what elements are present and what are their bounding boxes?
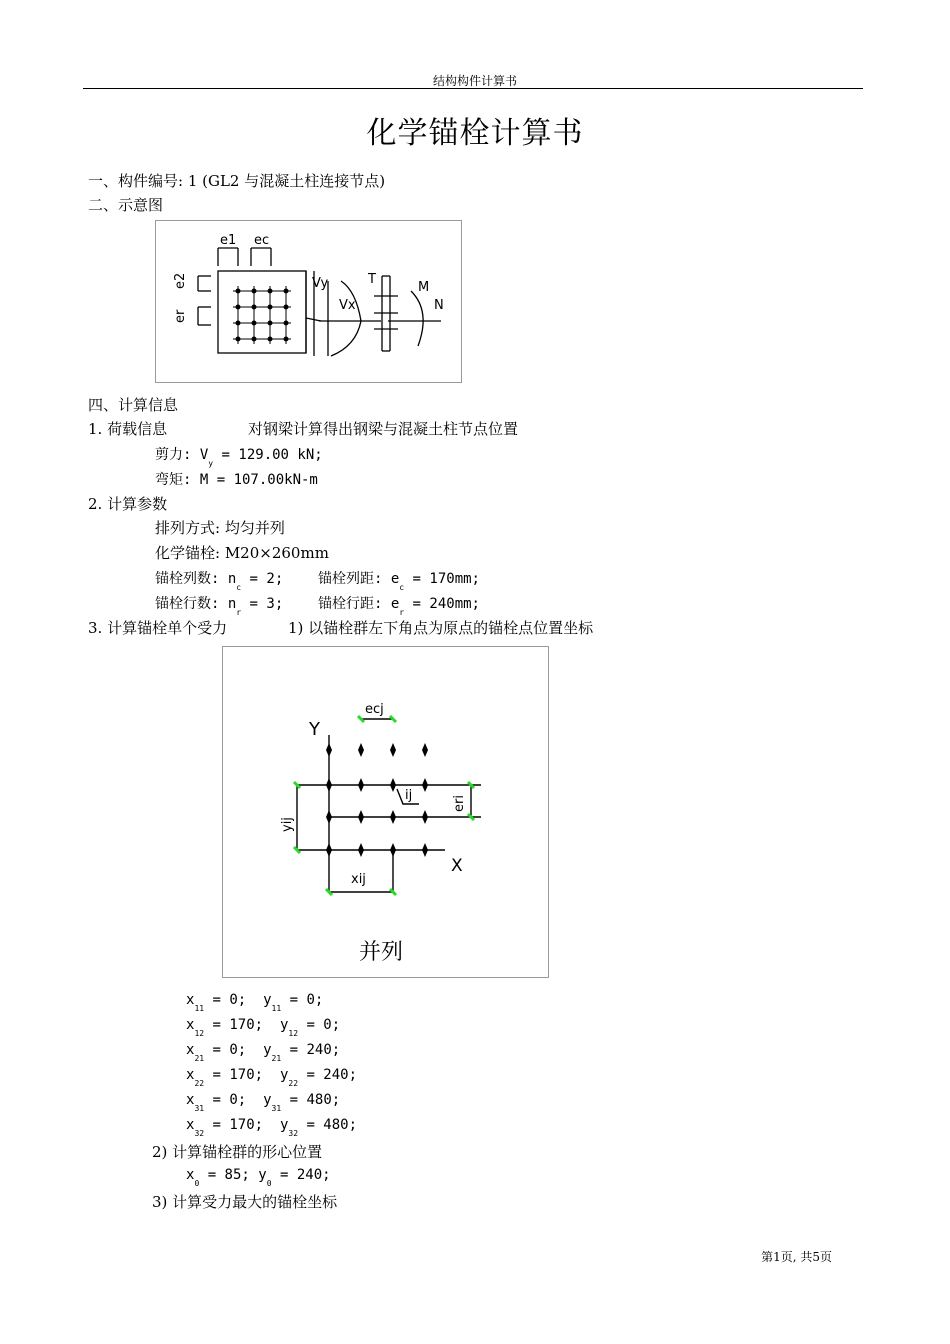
- running-header: 结构构件计算书: [432, 74, 517, 88]
- figure-caption: 并列: [359, 940, 404, 965]
- base-plate: [218, 271, 306, 353]
- load-description: 对钢梁计算得出钢梁与混凝土柱节点位置: [248, 420, 519, 438]
- label-xij: xij: [351, 872, 366, 887]
- step3-text: 3) 计算受力最大的锚栓坐标: [152, 1193, 338, 1211]
- anchor-layout-figure: [222, 646, 549, 978]
- header-rule: [83, 88, 863, 89]
- label-t: T: [368, 272, 376, 287]
- label-e1: e1: [220, 233, 237, 248]
- dimension-markers: [294, 716, 474, 895]
- coord-row: $x_{12} = 170$; $y_{12} = 0$;: [186, 1017, 341, 1038]
- coord-row: $x_{21} = 0$; $y_{21} = 240$;: [186, 1042, 341, 1063]
- label-n: N: [434, 298, 444, 313]
- label-e2: e2: [173, 272, 188, 289]
- schematic-figure: [155, 220, 462, 383]
- centroid-line: $x_0 = 85$; $y_0 = 240$;: [186, 1167, 331, 1188]
- section-diagram-heading: 二、示意图: [88, 196, 164, 214]
- anchor-bolts: [326, 743, 428, 857]
- coord-row: $x_{22} = 170$; $y_{22} = 240$;: [186, 1067, 358, 1088]
- moment-line: 弯矩: M = 107.00kN-m: [155, 472, 318, 488]
- label-eri: eri: [452, 795, 467, 812]
- label-m: M: [418, 280, 430, 295]
- schematic-bolts: [236, 289, 289, 342]
- section-member-number: 一、构件编号: 1 (GL2 与混凝土柱连接节点): [88, 172, 386, 190]
- row-spacing-line: 锚栓行距: $e_r = 240mm$;: [318, 596, 480, 617]
- row-count-line: 锚栓行数: $n_r = 3$;: [155, 596, 284, 617]
- single-force-heading: 3. 计算锚栓单个受力: [88, 619, 228, 637]
- section-calc-info: 四、计算信息: [88, 396, 179, 414]
- anchor-line: 化学锚栓: M20×260mm: [155, 544, 329, 562]
- label-vx: Vx: [339, 298, 356, 313]
- label-ec: ec: [254, 233, 270, 248]
- label-er: er: [173, 309, 188, 323]
- step1-text: 1) 以锚栓群左下角点为原点的锚栓点位置坐标: [288, 619, 594, 637]
- schematic-drawing: [156, 221, 461, 382]
- label-yij: yij: [280, 817, 295, 832]
- label-x-axis: X: [451, 856, 463, 876]
- step2-text: 2) 计算锚栓群的形心位置: [152, 1143, 323, 1161]
- load-heading: 1. 荷载信息: [88, 420, 168, 438]
- document-title: 化学锚栓计算书: [366, 116, 584, 151]
- page-footer: 第1页, 共5页: [761, 1250, 832, 1264]
- column-count-line: 锚栓列数: $n_c = 2$;: [155, 571, 284, 592]
- label-ij: ij: [405, 788, 413, 803]
- label-y-axis: Y: [309, 719, 320, 740]
- coord-row: $x_{31} = 0$; $y_{31} = 480$;: [186, 1092, 341, 1113]
- arrangement-line: 排列方式: 均匀并列: [155, 519, 285, 537]
- label-ecj: ecj: [365, 702, 384, 717]
- anchor-layout-drawing: [223, 647, 548, 977]
- coord-row: $x_{11} = 0$; $y_{11} = 0$;: [186, 992, 324, 1013]
- shear-line: 剪力: $V_y = 129.00$ kN;: [155, 447, 323, 468]
- column-spacing-line: 锚栓列距: $e_c = 170mm$;: [318, 571, 480, 592]
- label-vy: Vy: [312, 276, 329, 291]
- coord-row: $x_{32} = 170$; $y_{32} = 480$;: [186, 1117, 358, 1138]
- params-heading: 2. 计算参数: [88, 495, 168, 513]
